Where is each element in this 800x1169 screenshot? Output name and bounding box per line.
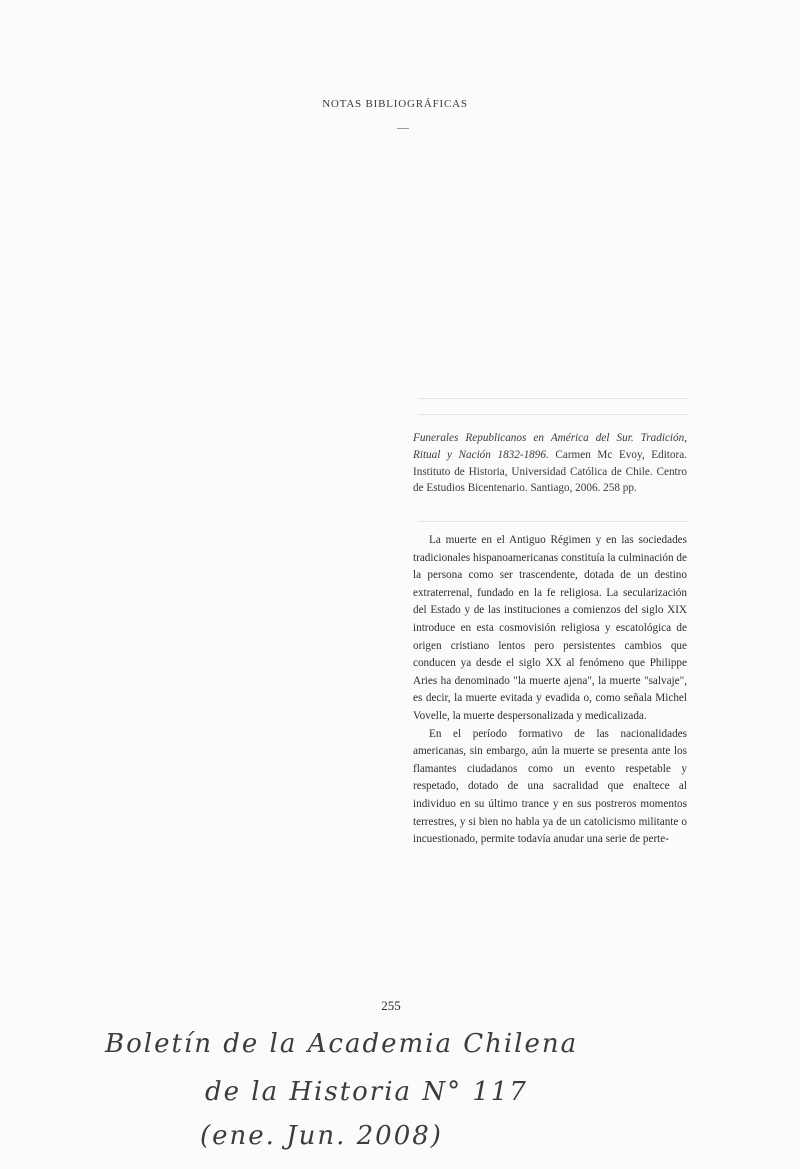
paragraph: La muerte en el Antiguo Régimen y en las sociedades tradicionales hispanoamericanas constituía la culminación de la persona como ser trascendente, dotada de un destino extraterrenal, fundado en la fe religiosa. La secularización del Estado y de las instituciones a comienzos del siglo XIX introduce en esta cosmovisión religiosa y escatológica de origen cristiano lentos pero persistentes cambios que conducen ya desde el siglo XX al fenómeno que Philippe Aries ha denominado "la muerte ajena", la muerte "salvaje", es decir, la muerte evitada y evadida o, como señala Michel Vovelle, la muerte despersonalizada y medicalizada. — [413, 534, 687, 722]
header-rule — [397, 128, 409, 129]
show-through-line — [418, 414, 688, 415]
paragraph: En el período formativo de las nacionalidades americanas, sin embargo, aún la muerte se presenta ante los flamantes ciudadanos como un evento respetable y respetado, dotado de una sacralidad que enaltece al individuo en su último trance y en sus postreros momentos terrestres, y si bien no habla ya de un catolicismo militante o incuestionado, permite todavía anudar una serie de perte- — [413, 727, 687, 846]
review-body — [413, 532, 687, 849]
bibliographic-citation — [413, 430, 687, 497]
citation-details: Carmen Mc Evoy, Editora. Instituto de Historia, Universidad Católica de Chile. Centro de Estudios Bicentenario. Santiago, 2006. 258 pp. — [413, 448, 687, 495]
handwritten-line: (ene. Jun. 2008) — [200, 1121, 443, 1150]
show-through-line — [418, 398, 688, 399]
book-title: Funerales Republicanos en América del Sur. Tradición, Ritual y Nación 1832-1896. — [413, 432, 687, 461]
handwritten-line: Boletín de la Academia Chilena — [105, 1029, 579, 1059]
page-number: 255 — [381, 998, 401, 1013]
show-through-line — [418, 521, 688, 522]
handwritten-line: de la Historia N° 117 — [205, 1077, 528, 1107]
handwritten-annotation — [100, 1020, 660, 1150]
running-header: NOTAS BIBLIOGRÁFICAS — [322, 98, 468, 110]
